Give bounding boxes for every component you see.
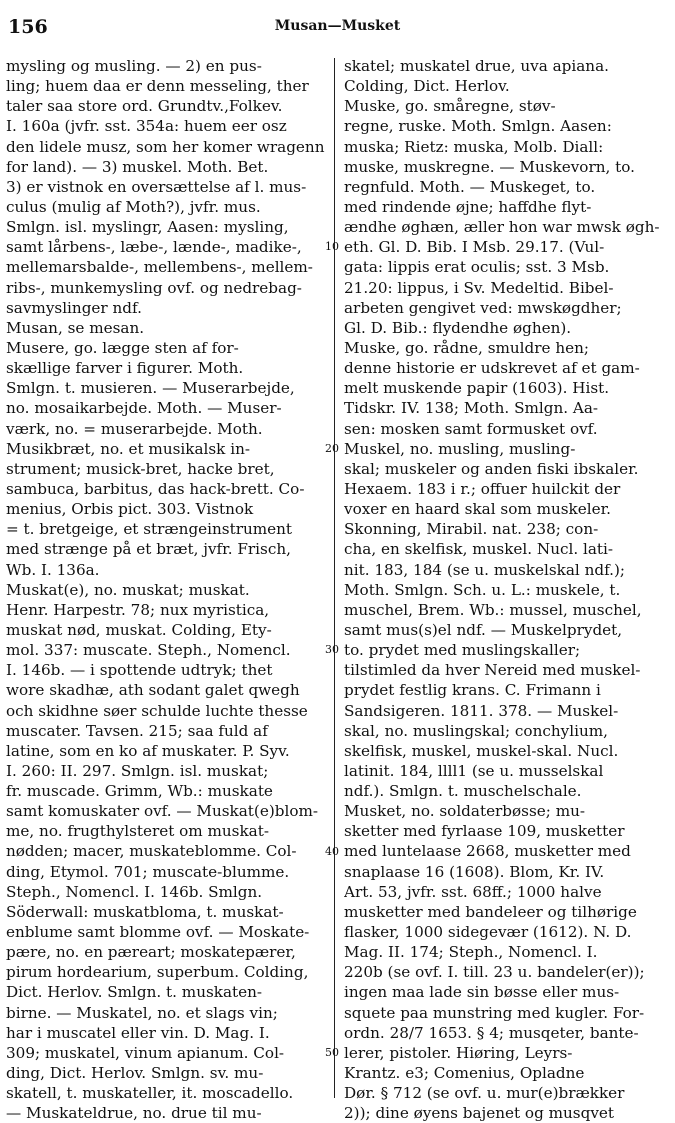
text-line: 21.20: lippus, i Sv. Medeltid. Bibel- (344, 278, 614, 297)
text-line: skatel; muskatel drue, uva apiana. (344, 57, 609, 75)
text-line: ndf.). Smlgn. t. muschelschale. (344, 782, 582, 801)
text-line: snaplaase 16 (1608). Blom, Kr. IV. (344, 862, 605, 881)
text-line: 2)); dine øyens bajenet og musqvet (344, 1104, 614, 1123)
text-line: mysling og musling. — 2) en pus- (6, 57, 262, 75)
text-line: for land). — 3) muskel. Moth. Bet. (6, 157, 269, 176)
text-line: I. 146b. — i spottende udtryk; thet (6, 661, 273, 680)
text-line: med rindende øjne; haffdhe flyt- (344, 197, 592, 216)
text-line: muskat nød, muskat. Colding, Ety- (6, 620, 272, 639)
text-line: mol. 337: muscate. Steph., Nomencl. (6, 641, 291, 660)
text-line: latine, som en ko af muskater. P. Syv. (6, 741, 290, 760)
text-line: Musikbræt, no. et musikalsk in- (6, 439, 250, 458)
text-line: samt mus(s)el ndf. — Muskelprydet, (344, 620, 623, 639)
text-line: Muskel, no. musling, musling- (344, 439, 576, 458)
text-line: Dør. § 712 (se ovf. u. mur(e)brækker (344, 1084, 625, 1103)
text-line: 309; muskatel, vinum apianum. Col- (6, 1043, 285, 1062)
page-header (0, 14, 675, 42)
text-line: Moth. Smlgn. Sch. u. L.: muskele, t. (344, 580, 621, 599)
text-line: skatell, t. muskateller, it. moscadello. (6, 1084, 294, 1103)
line-marker: 40 (325, 844, 339, 858)
text-line: samt komuskater ovf. — Muskat(e)blom- (6, 802, 318, 821)
text-line: Smlgn. isl. myslingr, Aasen: mysling, (6, 218, 289, 237)
line-marker: 50 (325, 1046, 339, 1060)
text-line: muschel, Brem. Wb.: mussel, muschel, (344, 600, 642, 619)
text-line: Dict. Herlov. Smlgn. t. muskaten- (6, 983, 263, 1002)
text-line: Henr. Harpestr. 78; nux myristica, (6, 600, 270, 619)
text-line: pirum hordearium, superbum. Colding, (6, 963, 309, 982)
text-line: mellemarsbalde-, mellembens-, mellem- (6, 258, 313, 277)
text-line: regnfuld. Moth. — Muskeget, to. (344, 177, 596, 196)
text-line: ribs-, munkemysling ovf. og nedrebag- (6, 278, 302, 297)
text-line: cha, en skelfisk, muskel. Nucl. lati- (344, 540, 613, 559)
text-line: den lidele musz, som her komer wragenn (6, 137, 325, 156)
text-line: skal, no. muslingskal; conchylium, (344, 721, 608, 740)
text-line: gata: lippis erat oculis; sst. 3 Msb. (344, 258, 610, 277)
text-line: skelfisk, muskel, muskel-skal. Nucl. (344, 741, 619, 760)
text-line: muske, muskregne. — Muskevorn, to. (344, 157, 635, 176)
text-line: birne. — Muskatel, no. et slags vin; (6, 1003, 278, 1022)
text-line: — Muskateldrue, no. drue til mu- (6, 1104, 262, 1123)
line-marker: 10 (325, 240, 339, 254)
text-line: melt muskende papir (1603). Hist. (344, 379, 610, 398)
text-line: Musere, go. lægge sten af for- (6, 338, 239, 357)
text-line: flasker, 1000 sidegevær (1612). N. D. (344, 923, 632, 942)
text-line: samt lårbens-, læbe-, lænde-, madike-, (6, 238, 302, 257)
text-line: 220b (se ovf. I. till. 23 u. bandeler(er)); (344, 963, 645, 982)
text-line: Musan, se mesan. (6, 318, 145, 337)
text-line: 3) er vistnok en oversættelse af l. mus- (6, 177, 307, 196)
text-line: sketter med fyrlaase 109, musketter (344, 822, 625, 841)
text-line: skal; muskeler og anden fiski ibskaler. (344, 459, 639, 478)
text-line: Muske, go. småregne, støv- (344, 97, 556, 116)
text-line: arbeten gengivet ved: mwskøgdher; (344, 298, 622, 317)
text-line: Muske, go. rådne, smuldre hen; (344, 338, 589, 357)
text-line: wore skadhæ, ath sodant galet qwegh (6, 681, 300, 700)
text-line: latinit. 184, llll1 (se u. musselskal (344, 761, 604, 780)
text-line: med luntelaase 2668, musketter med (344, 842, 631, 861)
text-line: nødden; macer, muskateblomme. Col- (6, 842, 297, 861)
text-line: to. prydet med muslingskaller; (344, 641, 581, 660)
text-line: squete paa munstring med kugler. For- (344, 1003, 645, 1022)
left-column (6, 56, 328, 1123)
text-line: musketter med bandeleer og tilhørige (344, 902, 637, 921)
text-line: ændhe øghæn, æller hon war mwsk øgh- (344, 218, 660, 237)
text-line: Steph., Nomencl. I. 146b. Smlgn. (6, 882, 263, 901)
text-line: Smlgn. t. musieren. — Muserarbejde, (6, 379, 295, 398)
text-line: nit. 183, 184 (se u. muskelskal ndf.); (344, 560, 626, 579)
text-line: ling; huem daa er denn messeling, ther (6, 77, 309, 96)
text-line: enblume samt blomme ovf. — Moskate- (6, 923, 310, 942)
text-line: Muskat(e), no. muskat; muskat. (6, 580, 250, 599)
text-line: Tidskr. IV. 138; Moth. Smlgn. Aa- (344, 399, 599, 418)
page-number: 156 (8, 16, 48, 38)
text-line: muska; Rietz: muska, Molb. Diall: (344, 137, 604, 156)
right-column (344, 56, 666, 1123)
text-line: Wb. I. 136a. (6, 560, 100, 579)
text-line: savmyslinger ndf. (6, 298, 142, 317)
text-line: Mag. II. 174; Steph., Nomencl. I. (344, 943, 598, 962)
text-line: prydet festlig krans. C. Frimann i (344, 681, 601, 700)
text-line: I. 260: II. 297. Smlgn. isl. muskat; (6, 761, 269, 780)
text-line: ding, Etymol. 701; muscate-blumme. (6, 862, 290, 881)
text-line: Krantz. e3; Comenius, Opladne (344, 1064, 585, 1083)
text-line: I. 160a (jvfr. sst. 354a: huem eer osz (6, 117, 287, 136)
text-line: lerer, pistoler. Hiøring, Leyrs- (344, 1043, 573, 1062)
text-line: = t. bretgeige, et strængeinstrument (6, 520, 293, 539)
text-line: tilstimled da hver Nereid med muskel- (344, 661, 641, 680)
text-line: pære, no. en pæreart; moskatepærer, (6, 943, 296, 962)
text-line: værk, no. = muserarbejde. Moth. (6, 419, 263, 438)
text-line: eth. Gl. D. Bib. I Msb. 29.17. (Vul- (344, 238, 605, 257)
text-line: voxer en haard skal som muskeler. (344, 500, 611, 519)
text-line: har i muscatel eller vin. D. Mag. I. (6, 1023, 270, 1042)
text-line: muscater. Tavsen. 215; saa fuld af (6, 721, 268, 740)
text-line: Sandsigeren. 1811. 378. — Muskel- (344, 701, 619, 720)
text-line: culus (mulig af Moth?), jvfr. mus. (6, 197, 261, 216)
text-line: ordn. 28/7 1653. § 4; musqeter, bante- (344, 1023, 639, 1042)
text-line: no. mosaikarbejde. Moth. — Muser- (6, 399, 282, 418)
text-line: skællige farver i figurer. Moth. (6, 359, 244, 378)
text-line: Musket, no. soldaterbøsse; mu- (344, 802, 586, 821)
text-line: Art. 53, jvfr. sst. 68ff.; 1000 halve (344, 882, 602, 901)
line-marker: 20 (325, 441, 339, 455)
text-line: Gl. D. Bib.: flydendhe øghen). (344, 318, 572, 337)
text-line: ding, Dict. Herlov. Smlgn. sv. mu- (6, 1064, 264, 1083)
text-line: Colding, Dict. Herlov. (344, 77, 510, 96)
text-line: ingen maa lade sin bøsse eller mus- (344, 983, 620, 1002)
text-line: Skonning, Mirabil. nat. 238; con- (344, 520, 599, 539)
text-line: sambuca, barbitus, das hack-brett. Co- (6, 479, 305, 498)
text-line: Söderwall: muskatbloma, t. muskat- (6, 902, 284, 921)
text-line: me, no. frugthylsteret om muskat- (6, 822, 269, 841)
line-marker: 30 (325, 643, 339, 657)
running-title: Musan—Musket (274, 18, 401, 34)
text-line: Hexaem. 183 i r.; offuer huilckit der (344, 479, 621, 498)
text-line: fr. muscade. Grimm, Wb.: muskate (6, 782, 273, 801)
text-line: sen: mosken samt formusket ovf. (344, 419, 598, 438)
text-line: och skidhne søer schulde luchte thesse (6, 701, 308, 720)
text-line: regne, ruske. Moth. Smlgn. Aasen: (344, 117, 612, 136)
text-line: strument; musick-bret, hacke bret, (6, 459, 275, 478)
text-line: taler saa store ord. Grundtv.,Folkev. (6, 97, 283, 116)
column-divider (334, 58, 335, 1098)
text-line: med strænge på et bræt, jvfr. Frisch, (6, 540, 291, 559)
text-line: denne historie er udskrevet af et gam- (344, 359, 640, 378)
text-line: menius, Orbis pict. 303. Vistnok (6, 500, 254, 519)
